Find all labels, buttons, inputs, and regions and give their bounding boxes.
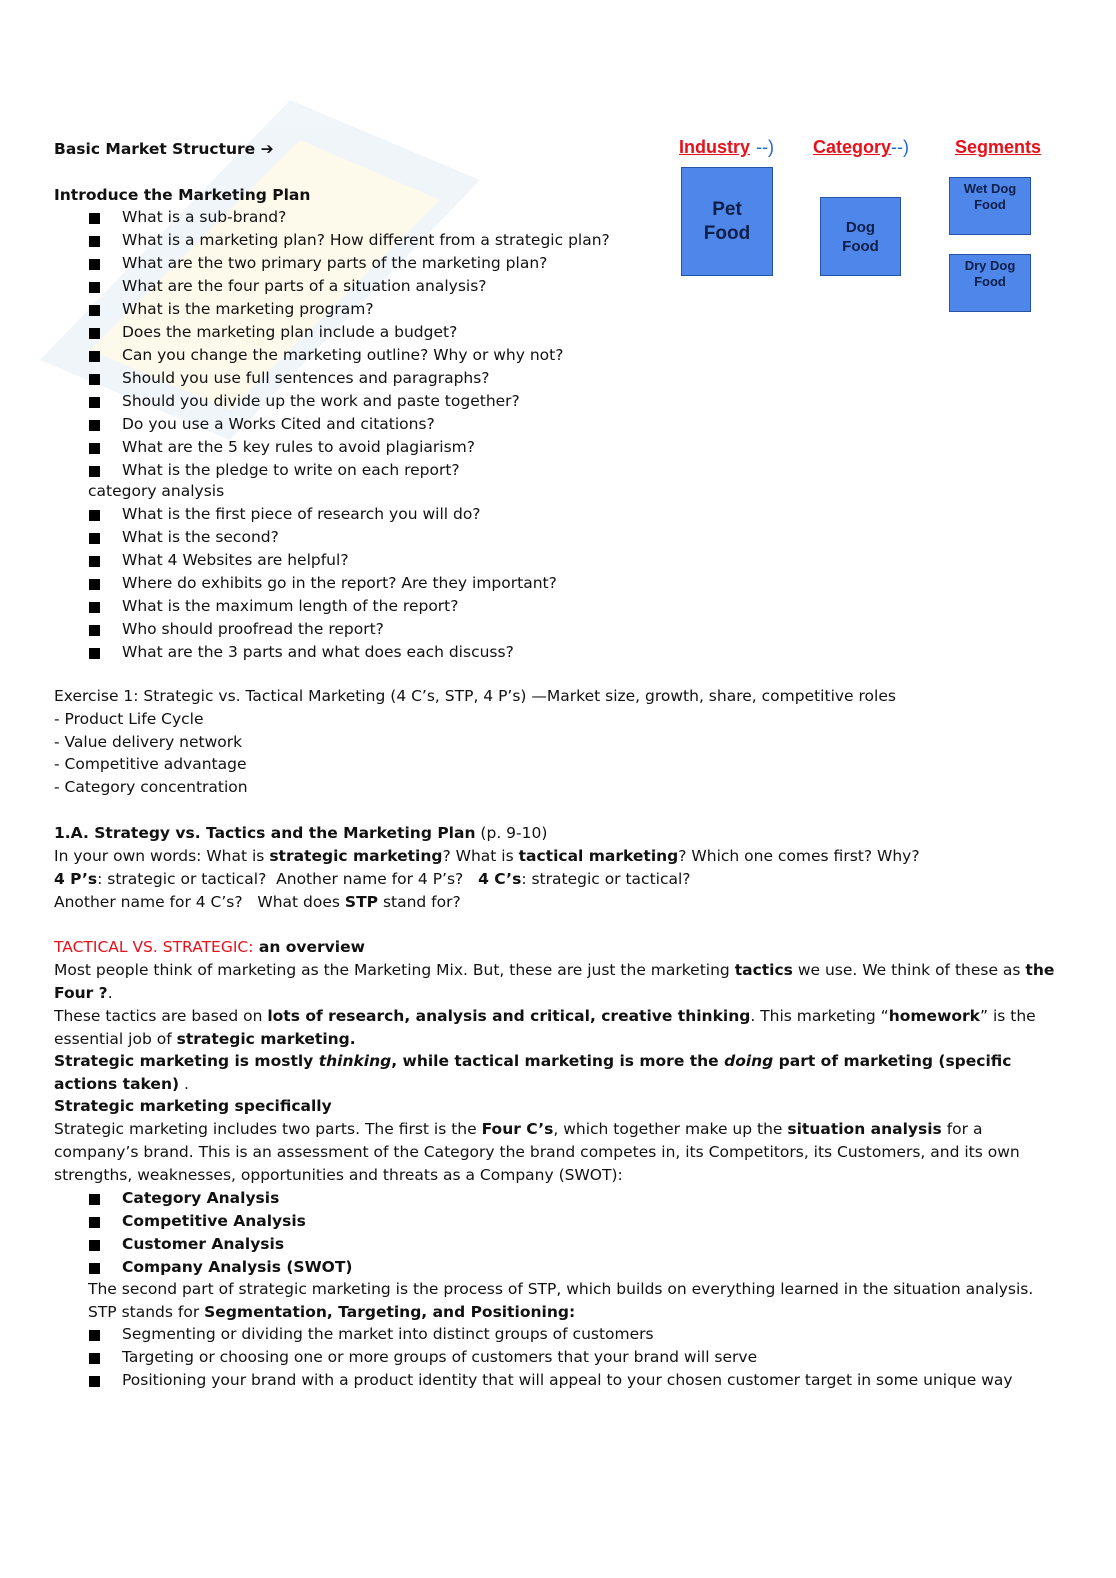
section-1a-line: 4 P’s: strategic or tactical? Another name for 4 P’s? 4 C’s: strategic or tactical? [54,870,691,888]
exercise-item: - Competitive advantage [54,755,247,773]
diagram-label-segments: Segments [955,137,1042,157]
list-item: What are the four parts of a situation analysis? [54,275,610,298]
list-item: Should you divide up the work and paste together? [54,390,610,413]
overview-paragraph: Strategic marketing is mostly thinking, while tactical marketing is more the doing part of marketing (specific actions taken) . [54,1052,1012,1093]
list-item: Company Analysis (SWOT) [54,1256,353,1279]
list-item: What are the two primary parts of the marketing plan? [54,252,610,275]
section-1a-line: In your own words: What is strategic marketing? What is tactical marketing? Which one comes first? Why? [54,847,920,865]
overview-heading: TACTICAL VS. STRATEGIC: an overview [54,938,365,956]
section-1a-line: Another name for 4 C’s? What does STP stand for? [54,893,461,911]
list-item: Does the marketing plan include a budget? [54,321,610,344]
exercise-line: Exercise 1: Strategic vs. Tactical Marketing (4 C’s, STP, 4 P’s) —Market size, growth, share, competitive roles [54,687,896,705]
intro-heading: Introduce the Marketing Plan [54,186,311,204]
list-item: Should you use full sentences and paragraphs? [54,367,610,390]
list-item: Do you use a Works Cited and citations? [54,413,610,436]
overview-paragraph: Most people think of marketing as the Marketing Mix. But, these are just the marketing tactics we use. We think of these as the Four ?. [54,961,1055,1002]
list-item: What is a sub-brand? [54,206,610,229]
strategic-heading: Strategic marketing specifically [54,1097,332,1115]
list-item: What is a marketing plan? How different from a strategic plan? [54,229,610,252]
list-item: Targeting or choosing one or more groups of customers that your brand will serve [54,1346,1013,1369]
list-item: Who should proofread the report? [54,618,557,641]
stp-list [54,1323,1013,1392]
overview-paragraph: These tactics are based on lots of research, analysis and critical, creative thinking. This marketing “homework” is the essential job of strategic marketing. [54,1007,1036,1048]
section-1a-heading: 1.A. Strategy vs. Tactics and the Marketing Plan (p. 9-10) [54,824,548,842]
list-item: Category Analysis [54,1187,353,1210]
stp-paragraph: The second part of strategic marketing is the process of STP, which builds on everything learned in the situation analysis. STP stands for Segmentation, Targeting, and Positioning: [88,1280,1034,1321]
intro-question-list [54,206,610,482]
category-question-list [54,503,557,664]
list-item: Where do exhibits go in the report? Are they important? [54,572,557,595]
list-item: Positioning your brand with a product identity that will appeal to your chosen customer target in some unique way [54,1369,1013,1392]
list-item: What is the marketing program? [54,298,610,321]
list-item: Customer Analysis [54,1233,353,1256]
box-wet-dog-food: Wet Dog Food [949,177,1031,235]
list-item: What is the pledge to write on each report? [54,459,610,482]
list-item: What is the second? [54,526,557,549]
list-item: Can you change the marketing outline? Why or why not? [54,344,610,367]
diagram-label-category: Category--) [813,137,910,157]
box-dog-food: Dog Food [820,197,901,276]
four-cs-list [54,1187,353,1279]
box-dry-dog-food: Dry Dog Food [949,254,1031,312]
strategic-paragraph: Strategic marketing includes two parts. The first is the Four C’s, which together make up the situation analysis for a company’s brand. This is an assessment of the Category the brand competes in, its Competitors, its Customers, and its own strengths, weaknesses, opportunities and threats as a Company (SWOT): [54,1120,1020,1184]
diagram-label-industry: Industry --) [679,137,774,157]
box-pet-food: Pet Food [681,167,773,276]
list-item: What are the 3 parts and what does each discuss? [54,641,557,664]
list-item: What is the first piece of research you will do? [54,503,557,526]
list-item: What 4 Websites are helpful? [54,549,557,572]
list-item: What are the 5 key rules to avoid plagiarism? [54,436,610,459]
list-item: Competitive Analysis [54,1210,353,1233]
list-item: Segmenting or dividing the market into distinct groups of customers [54,1323,1013,1346]
exercise-item: - Category concentration [54,778,248,796]
exercise-item: - Value delivery network [54,733,243,751]
page-title: Basic Market Structure ➔ [54,140,274,158]
exercise-item: - Product Life Cycle [54,710,204,728]
category-analysis-subheading: category analysis [88,482,225,500]
list-item: What is the maximum length of the report? [54,595,557,618]
